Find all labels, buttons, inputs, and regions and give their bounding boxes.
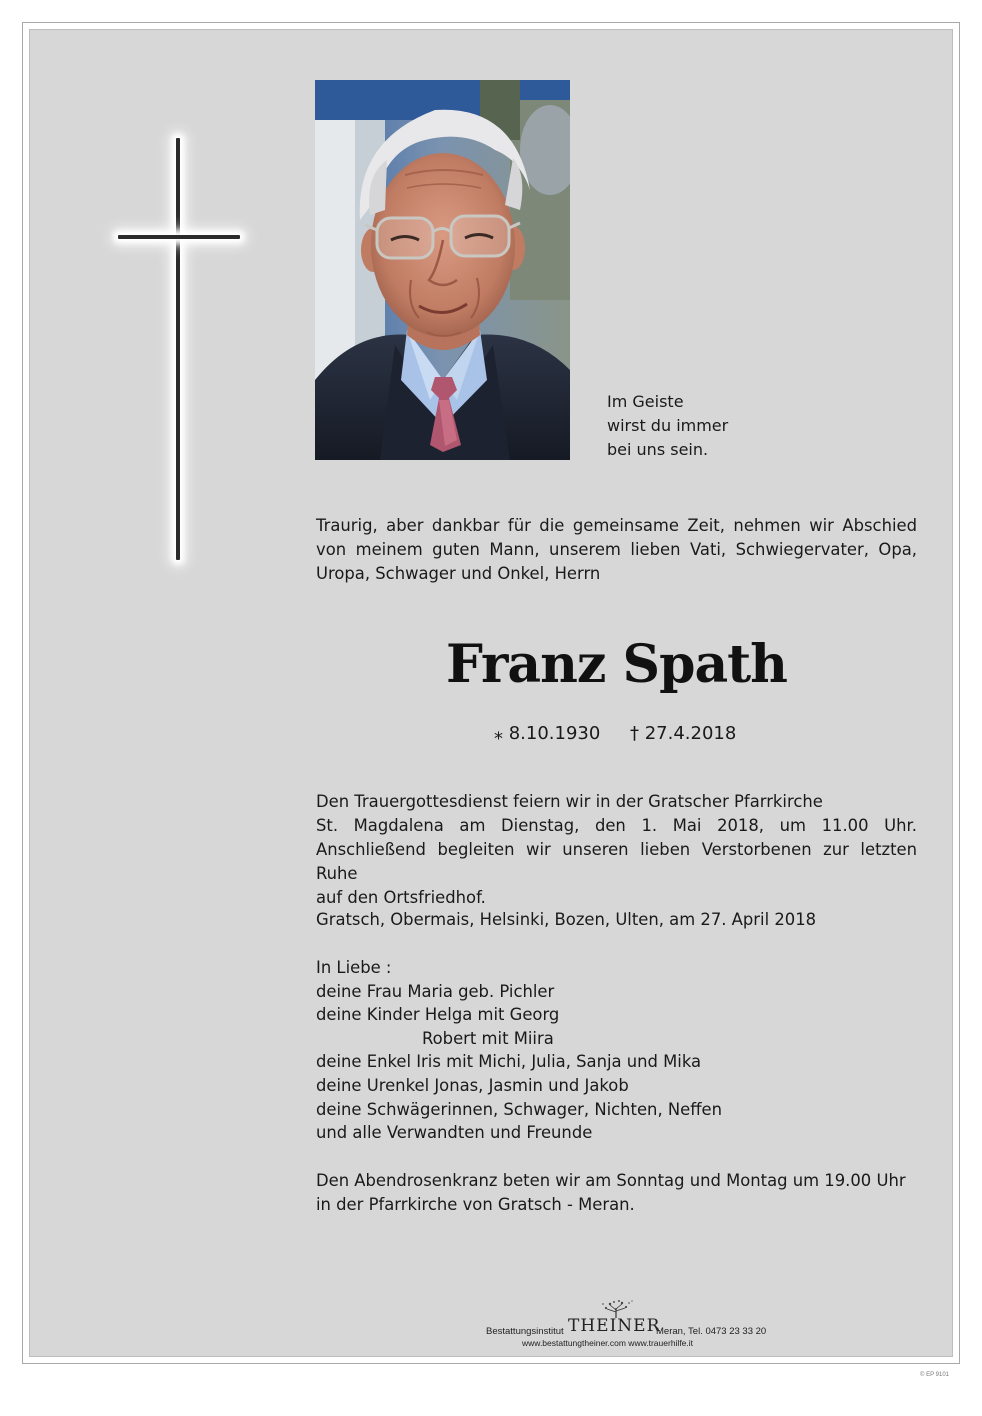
funeral-home-footer: [440, 1298, 820, 1348]
mourner-line: Robert mit Miira: [422, 1028, 554, 1048]
rosary-line: Den Abendrosenkranz beten wir am Sonntag und Montag um 19.00 Uhr: [316, 1171, 906, 1190]
deceased-name: Franz Spath: [446, 634, 787, 695]
footer-websites: www.bestattungtheiner.com www.trauerhilfe.it: [522, 1338, 694, 1348]
copyright-mark: © EP 9101: [920, 1372, 949, 1378]
footer-contact: Meran, Tel. 0473 23 33 20: [656, 1326, 767, 1337]
mourners-list: [316, 956, 722, 1145]
service-line: Anschließend begleiten wir unseren lieben Verstorbenen zur letzten Ruhe: [316, 840, 917, 883]
rosary-notice: [316, 1169, 906, 1217]
quote-line: bei uns sein.: [607, 440, 709, 459]
mourner-line: deine Urenkel Jonas, Jasmin und Jakob: [316, 1075, 629, 1095]
memorial-quote: [607, 390, 728, 462]
mourners-heading: In Liebe :: [316, 958, 392, 977]
birth-date: ⁎ 8.10.1930: [494, 723, 601, 744]
mourner-line: deine Frau Maria geb. Pichler: [316, 981, 555, 1001]
quote-line: Im Geiste: [607, 392, 684, 411]
service-line: St. Magdalena am Dienstag, den 1. Mai 2018, um 11.00 Uhr.: [316, 816, 917, 835]
service-line: auf den Ortsfriedhof.: [316, 888, 486, 907]
service-line: Den Trauergottesdienst feiern wir in der Gratscher Pfarrkirche: [316, 792, 823, 811]
death-date: † 27.4.2018: [630, 723, 737, 744]
quote-line: wirst du immer: [607, 416, 729, 435]
footer-institute: Bestattungsinstitut: [486, 1326, 564, 1337]
intro-paragraph: Traurig, aber dankbar für die gemeinsame Zeit, nehmen wir Abschied von meinem guten Mann, unserem lieben Vati, Schwiegervater, Opa, Uropa, Schwager und Onkel, Herrn: [316, 516, 917, 583]
footer-brand: THEINER: [568, 1316, 661, 1336]
mourner-line: und alle Verwandten und Freunde: [316, 1123, 593, 1143]
mourner-line: deine Kinder Helga mit Georg: [316, 1005, 560, 1025]
service-paragraph: [316, 790, 917, 910]
portrait-photo: [315, 80, 570, 460]
place-date: Gratsch, Obermais, Helsinki, Bozen, Ulten, am 27. April 2018: [316, 910, 817, 929]
mourner-line: deine Schwägerinnen, Schwager, Nichten, Neffen: [316, 1099, 722, 1119]
rosary-line: in der Pfarrkirche von Gratsch - Meran.: [316, 1195, 635, 1214]
mourner-line: deine Enkel Iris mit Michi, Julia, Sanja und Mika: [316, 1052, 702, 1072]
